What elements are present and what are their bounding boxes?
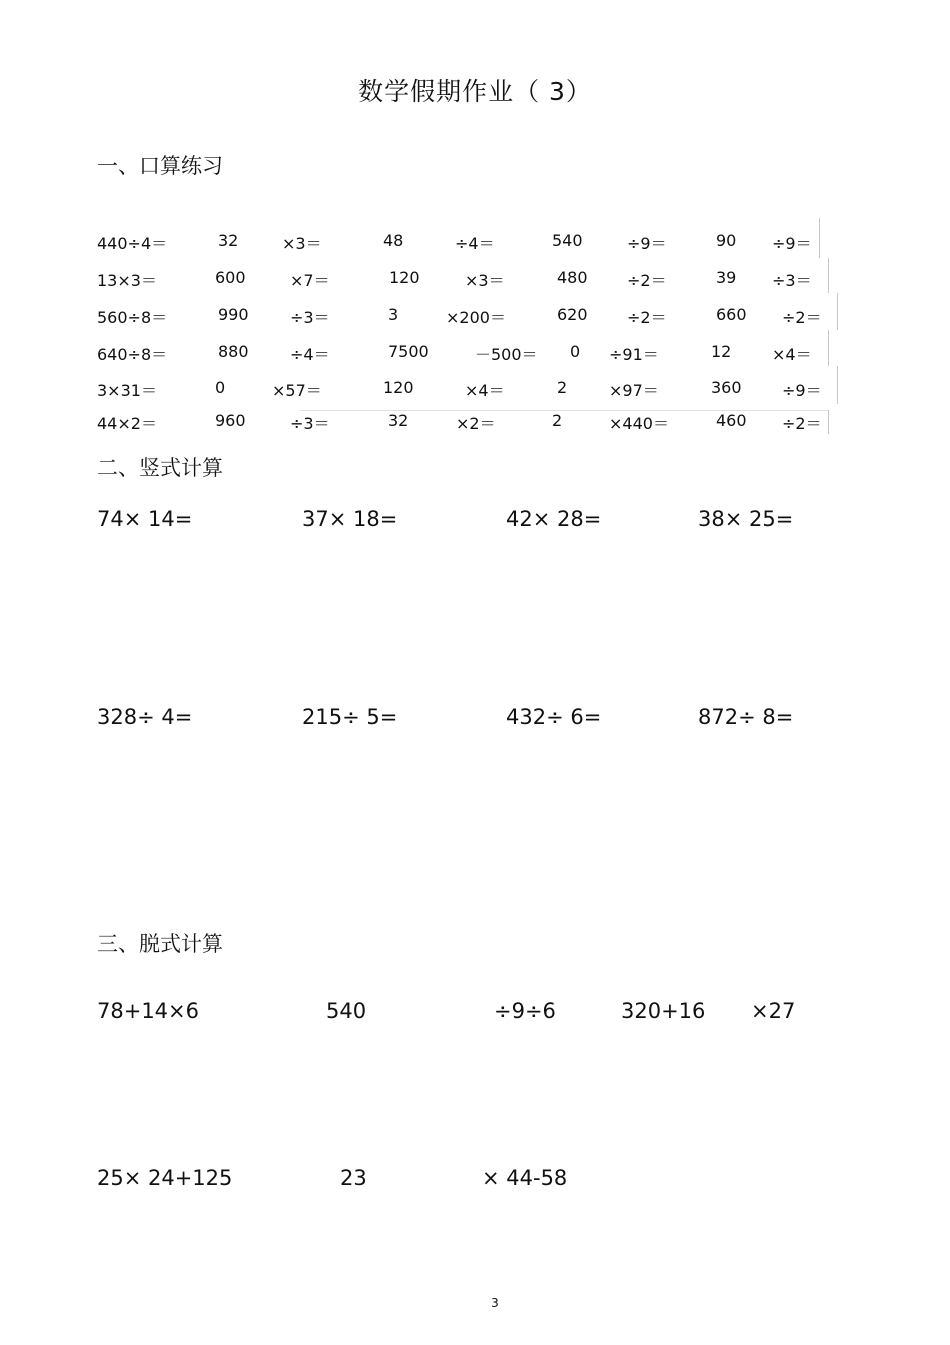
oral-item: ÷2＝ [782,414,822,433]
oral-item: ×97＝ [609,381,659,400]
oral-item: ÷9＝ [627,234,667,253]
vertical-problem: 872÷ 8= [698,705,794,729]
oral-item: ÷91＝ [609,345,659,364]
oral-item: ÷2＝ [782,308,822,327]
stepwise-fragment: ÷9÷6 [494,999,556,1023]
oral-item: 48 [383,231,404,250]
oral-item: 13×3＝ [97,271,157,290]
oral-item: ×3＝ [282,234,322,253]
stepwise-fragment: 320+16 [621,999,706,1023]
vertical-problem: 37× 18= [302,507,398,531]
grid-border [300,410,828,411]
grid-border [837,366,838,404]
oral-item: 440÷4＝ [97,234,168,253]
oral-item: 39 [716,268,737,287]
oral-item: 460 [716,411,747,430]
oral-item: ×3＝ [465,271,505,290]
oral-item: ÷2＝ [627,271,667,290]
oral-item: 7500 [388,342,429,361]
oral-item: 0 [570,342,581,361]
oral-item: 620 [557,305,588,324]
oral-item: 360 [711,378,742,397]
oral-item: ×7＝ [290,271,330,290]
oral-item: ÷4＝ [290,345,330,364]
oral-item: 12 [711,342,732,361]
oral-item: 120 [383,378,414,397]
vertical-problem: 42× 28= [506,507,602,531]
oral-item: 120 [389,268,420,287]
grid-border [819,218,820,258]
vertical-problem: 432÷ 6= [506,705,602,729]
oral-item: ×4＝ [465,381,505,400]
vertical-problem: 215÷ 5= [302,705,398,729]
oral-item: ÷3＝ [772,271,812,290]
vertical-problem: 74× 14= [97,507,193,531]
oral-item: ÷3＝ [290,414,330,433]
vertical-problem: 328÷ 4= [97,705,193,729]
stepwise-fragment: 23 [340,1166,367,1190]
stepwise-fragment: ×27 [751,999,796,1023]
oral-item: 32 [218,231,239,250]
oral-item: 2 [557,378,568,397]
oral-item: 960 [215,411,246,430]
grid-border [828,258,829,293]
oral-item: ÷9＝ [782,381,822,400]
stepwise-fragment: 78+14×6 [97,999,199,1023]
oral-item: 880 [218,342,249,361]
section-heading-vertical: 二、竖式计算 [97,456,223,480]
oral-item: －500＝ [475,345,538,364]
grid-border [828,330,829,366]
oral-item: 480 [557,268,588,287]
page-number: 3 [491,1296,499,1310]
section-heading-oral: 一、口算练习 [97,154,223,178]
oral-item: 990 [218,305,249,324]
stepwise-fragment: × 44-58 [482,1166,568,1190]
oral-item: ÷9＝ [772,234,812,253]
oral-item: ×57＝ [272,381,322,400]
oral-item: ×440＝ [609,414,669,433]
oral-item: 90 [716,231,737,250]
oral-item: 44×2＝ [97,414,157,433]
oral-item: 2 [552,411,563,430]
vertical-problem: 38× 25= [698,507,794,531]
oral-item: 600 [215,268,246,287]
oral-item: ÷3＝ [290,308,330,327]
page-title: 数学假期作业（ 3） [358,77,592,106]
oral-item: ÷2＝ [627,308,667,327]
oral-item: 540 [552,231,583,250]
oral-item: ×4＝ [772,345,812,364]
oral-item: ×200＝ [446,308,506,327]
oral-item: 0 [215,378,226,397]
oral-item: ÷4＝ [455,234,495,253]
stepwise-fragment: 540 [326,999,367,1023]
oral-item: 560÷8＝ [97,308,168,327]
oral-item: 3×31＝ [97,381,157,400]
oral-item: 640÷8＝ [97,345,168,364]
oral-item: 32 [388,411,409,430]
grid-border [828,410,829,434]
stepwise-fragment: 25× 24+125 [97,1166,233,1190]
section-heading-stepwise: 三、脱式计算 [97,932,223,956]
grid-border [837,293,838,330]
oral-item: 660 [716,305,747,324]
oral-item: 3 [388,305,399,324]
oral-item: ×2＝ [456,414,496,433]
